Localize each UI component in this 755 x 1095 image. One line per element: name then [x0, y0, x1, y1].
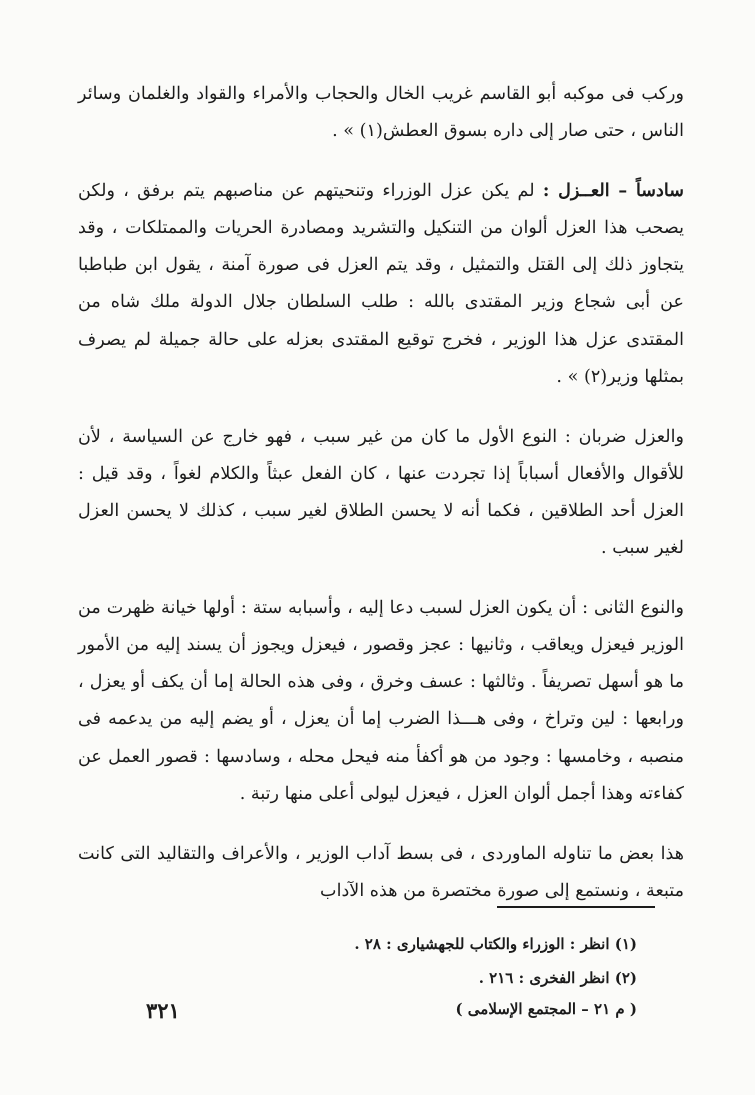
footnote-2: (٢) انظر الفخرى : ٢١٦ . [478, 969, 637, 987]
paragraph-dismissal-types [78, 418, 684, 567]
paragraph-text: لم يكن عزل الوزراء وتنحيتهم عن مناصبهم يتم برفق ، ولكن يصحب هذا العزل ألوان من التنكيل والتشريد ومصادرة الحريات والممتلكات ، وقد يتجاوز ذلك إلى القتل والتمثيل ، وقد يتم العزل فى صورة آمنة ، يقول ابن طباطبا عن أبى شجاع وزير المقتدى بالله : طلب السلطان جلال الدولة ملك شاه من المقتدى عزل هذا الوزير ، فخرج توقيع المقتدى بعزله على حالة جميلة لم يصرف بمثلها وزير(٢) » . [78, 181, 684, 387]
paragraph-text: هذا بعض ما تناوله الماوردى ، فى بسط آداب الوزير ، والأعراف والتقاليد التى كانت متبعة ، ونستمع إلى صورة مختصرة من هذه الآداب [78, 843, 684, 901]
body-text [78, 70, 684, 910]
paragraph-dismissal-reasons [78, 589, 684, 813]
paragraph-procession [78, 75, 684, 150]
running-footer: ( م ٢١ – المجتمع الإسلامى ) [455, 1000, 637, 1018]
paragraph-text: والنوع الثانى : أن يكون العزل لسبب دعا إليه ، وأسبابه ستة : أولها خيانة ظهرت من الوزير فيعزل ويعاقب ، وثانيها : عجز وقصور ، فيعزل ويجوز أن يسند إليه من الأمور ما هو أسهل تصريفاً . وثالثها : عسف وخرق ، وفى هذه الحالة إما أن يكف أو يعزل ، ورابعها : لين وتراخ ، وفى هـــذا الضرب إما أن يعزل ، أو يضم إليه من يدعمه فى منصبه ، وخامسها : وجود من هو أكفأ منه فيحل محله ، وسادسها : قصور العمل عن كفاءته وهذا أجمل ألوان العزل ، فيعزل ليولى أعلى منها رتبة . [78, 598, 684, 804]
footnotes [117, 927, 637, 995]
footnote-divider [497, 906, 655, 908]
paragraph-text: والعزل ضربان : النوع الأول ما كان من غير سبب ، فهو خارج عن السياسة ، لأن للأقوال والأفعال أسباباً إذا تجردت عنها ، كان الفعل عبثاً والكلام لغواً ، وقد قيل : العزل أحد الطلاقين ، فكما أنه لا يحسن الطلاق لغير سبب ، كذلك لا يحسن العزل لغير سبب . [78, 426, 684, 559]
paragraph-mawardi [78, 835, 684, 910]
paragraph-text: وركب فى موكبه أبو القاسم غريب الخال والحجاب والأمراء والقواد والغلمان وسائر الناس ، حتى صار إلى داره بسوق العطش(١) » . [78, 84, 684, 142]
page-number: ٣٢١ [146, 998, 180, 1023]
paragraph-dismissal-heading [78, 172, 684, 396]
section-heading: سادساً – العــزل : [542, 180, 684, 202]
footnote-1: (١) انظر : الوزراء والكتاب للجهشيارى : ٢٨ . [354, 935, 637, 953]
